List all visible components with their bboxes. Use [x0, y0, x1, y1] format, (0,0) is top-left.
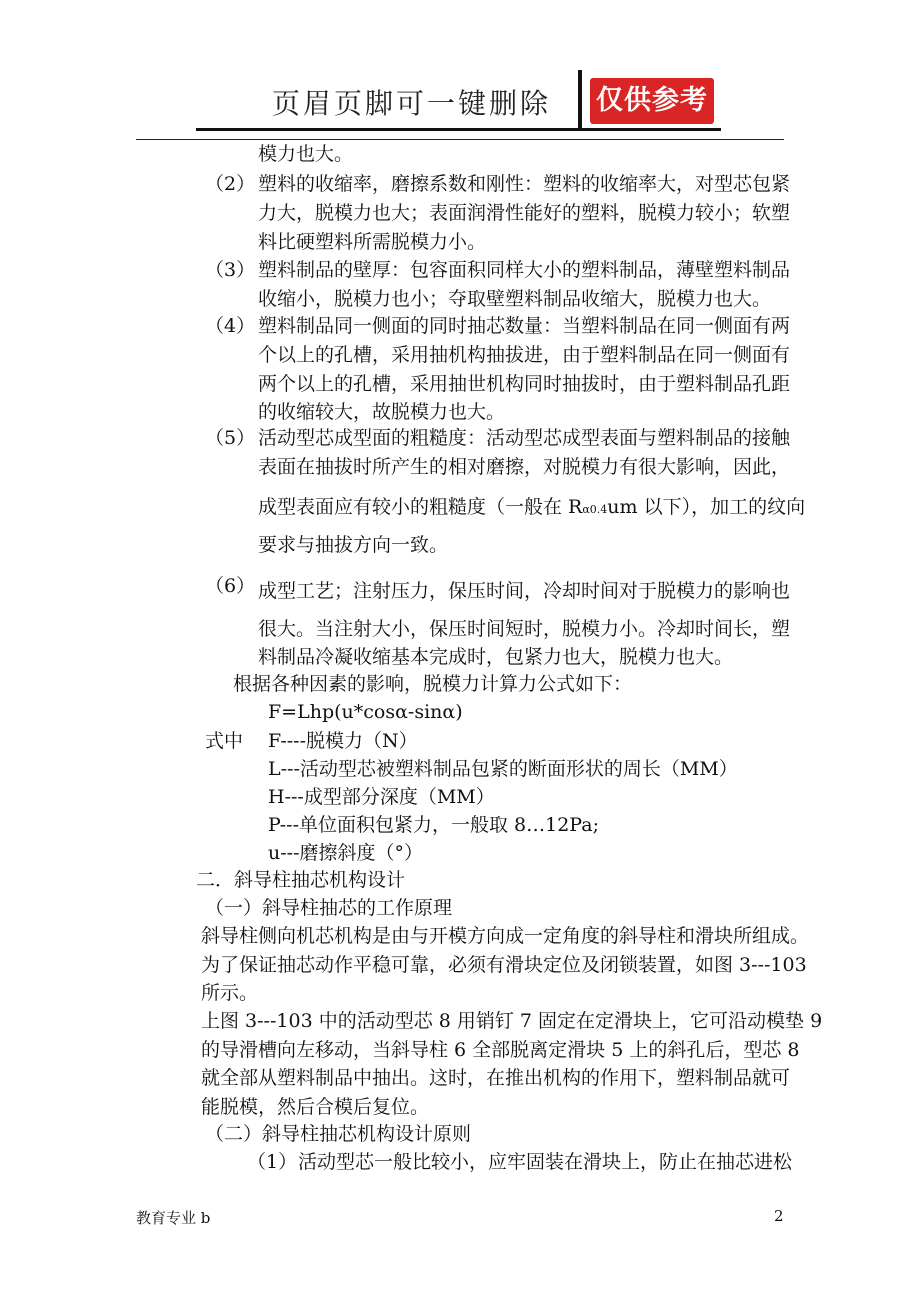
- definition-line: F----脱模力（N）: [268, 730, 418, 752]
- subsection-heading: （二）斜导柱抽芯机构设计原则: [205, 1123, 472, 1145]
- header-title: 页眉页脚可一键删除: [272, 87, 552, 120]
- definition-line: L---活动型芯被塑料制品包紧的断面形状的周长（MM）: [268, 758, 738, 780]
- header-divider: [578, 70, 582, 130]
- paragraph-line: 能脱模，然后合模后复位。: [201, 1096, 430, 1118]
- section-heading: 二．斜导柱抽芯机构设计: [196, 869, 406, 891]
- list-item-line: 料制品冷凝收缩基本完成时，包紧力也大，脱模力也大。: [258, 646, 734, 668]
- list-number: （1）: [247, 1151, 298, 1173]
- subsection-heading: （一）斜导柱抽芯的工作原理: [205, 897, 453, 919]
- list-number: （6）: [205, 575, 256, 597]
- header-rule-thin: [136, 139, 784, 140]
- list-item-line: 成型工艺；注射压力，保压时间，冷却时间对于脱模力的影响也: [258, 580, 791, 602]
- list-item-line: 的收缩较大，故脱模力也大。: [258, 401, 506, 423]
- paragraph-line: 模力也大。: [258, 143, 354, 165]
- list-number: （2）: [205, 173, 256, 195]
- list-number: （5）: [205, 427, 256, 449]
- definition-line: H---成型部分深度（MM）: [268, 786, 495, 808]
- list-number: （4）: [205, 315, 256, 337]
- header-rule-thick: [196, 128, 721, 131]
- list-item-line: [258, 494, 805, 523]
- footer-text: 教育专业 b: [136, 1209, 211, 1227]
- list-item-line: 个以上的孔槽，采用抽机构抽拔进，由于塑料制品在同一侧面有: [258, 344, 791, 366]
- list-item-line: 很大。当注射大小，保压时间短时，脱模力小。冷却时间长，塑: [258, 618, 791, 640]
- paragraph-line: 上图 3---103 中的活动型芯 8 用销钉 7 固定在定滑块上，它可沿动模垫 9: [201, 1010, 823, 1032]
- reference-only-badge: [590, 78, 714, 124]
- list-item-line: 力大，脱模力也大；表面润滑性能好的塑料，脱模力较小；软塑: [258, 202, 791, 224]
- list-item-line: 料比硬塑料所需脱模力小。: [258, 231, 487, 253]
- text-segment: 成型表面应有较小的粗糙度（一般在 R: [258, 496, 583, 518]
- where-label: 式中: [205, 730, 244, 752]
- list-item-line: 表面在抽拔时所产生的相对磨擦，对脱模力有很大影响，因此，: [258, 456, 791, 478]
- paragraph-line: 的导滑槽向左移动，当斜导柱 6 全部脱离定滑块 5 上的斜孔后，型芯 8: [201, 1039, 800, 1061]
- list-number: （3）: [205, 259, 256, 281]
- paragraph-line: 所示。: [201, 982, 259, 1004]
- paragraph-line: 就全部从塑料制品中抽出。这时，在推出机构的作用下，塑料制品就可: [201, 1067, 791, 1089]
- subscript: α0.4: [582, 503, 608, 516]
- definition-line: u---磨擦斜度（°）: [268, 842, 423, 864]
- definition-line: P---单位面积包紧力，一般取 8…12Pa;: [268, 814, 599, 836]
- list-item-line: 活动型芯一般比较小，应牢固装在滑块上，防止在抽芯进松: [298, 1151, 793, 1173]
- formula-intro: 根据各种因素的影响，脱模力计算力公式如下：: [233, 673, 633, 695]
- badge-label: 仅供参考: [596, 85, 708, 116]
- list-item-line: 塑料制品同一侧面的同时抽芯数量：当塑料制品在同一侧面有两: [258, 315, 791, 337]
- paragraph-line: 斜导柱侧向机芯机构是由与开模方向成一定角度的斜导柱和滑块所组成。: [201, 925, 810, 947]
- list-item-line: 收缩小，脱模力也小；夺取壁塑料制品收缩大，脱模力也大。: [258, 288, 772, 310]
- list-item-line: 两个以上的孔槽，采用抽世机构同时抽拔时，由于塑料制品孔距: [258, 373, 791, 395]
- list-item-line: 塑料的收缩率，磨擦系数和刚性：塑料的收缩率大，对型芯包紧: [258, 173, 791, 195]
- paragraph-line: 为了保证抽芯动作平稳可靠，必须有滑块定位及闭锁装置，如图 3---103: [201, 954, 807, 976]
- page-number: 2: [774, 1207, 784, 1225]
- formula: F=Lhp(u*cosα-sinα): [268, 701, 463, 723]
- list-item-line: 活动型芯成型面的粗糙度：活动型芯成型表面与塑料制品的接触: [258, 427, 791, 449]
- list-item-line: 塑料制品的壁厚：包容面积同样大小的塑料制品，薄壁塑料制品: [258, 259, 791, 281]
- text-segment: um 以下），加工的纹向: [607, 496, 806, 518]
- list-item-line: 要求与抽拔方向一致。: [258, 534, 449, 556]
